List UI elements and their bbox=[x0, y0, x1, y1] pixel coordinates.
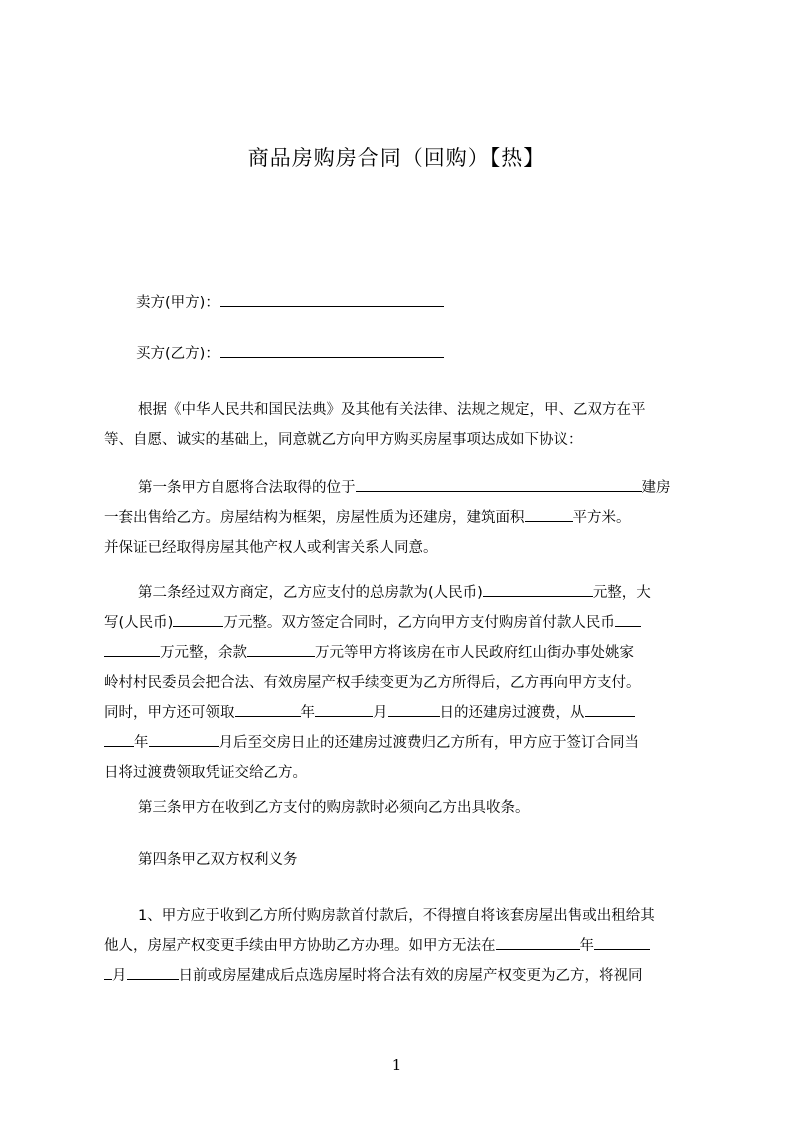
article-2 bbox=[104, 578, 716, 788]
article-2-text-n: 日将过渡费领取凭证交给乙方。 bbox=[104, 765, 307, 781]
clause-1-text-c: 年 bbox=[579, 938, 594, 954]
article-2-text-k: 日的还建房过渡费，从 bbox=[439, 705, 585, 721]
month-blank[interactable] bbox=[315, 702, 373, 717]
balance-blank[interactable] bbox=[247, 642, 315, 657]
article-2-text-a: 第二条经过双方商定，乙方应支付的总房款为(人民币) bbox=[138, 585, 483, 601]
from-blank-2[interactable] bbox=[104, 732, 134, 747]
from-month-blank[interactable] bbox=[149, 732, 219, 747]
clause-month-blank-2[interactable] bbox=[104, 965, 112, 980]
article-2-text-c: 写(人民币) bbox=[104, 615, 174, 631]
article-2-text-l: 年 bbox=[134, 735, 149, 751]
article-2-text-i: 年 bbox=[300, 705, 315, 721]
down-payment-blank-1[interactable] bbox=[615, 612, 641, 627]
from-blank-1[interactable] bbox=[585, 702, 635, 717]
seller-label: 卖方(甲方)： bbox=[136, 295, 220, 311]
preamble-line-1: 根据《中华人民共和国民法典》及其他有关法律、法规之规定，甲、乙双方在平 bbox=[138, 402, 646, 418]
area-blank[interactable] bbox=[525, 507, 573, 522]
page-number: 1 bbox=[391, 1056, 402, 1074]
article-3-text: 第三条甲方在收到乙方支付的购房款时必须向乙方出具收条。 bbox=[138, 800, 530, 816]
article-1-text-b: 建房 bbox=[641, 480, 671, 496]
article-2-text-g: 岭村村民委员会把合法、有效房屋产权手续变更为乙方所得后，乙方再向甲方支付。 bbox=[104, 675, 641, 691]
buyer-label: 买方(乙方)： bbox=[136, 346, 220, 362]
article-2-text-f: 万元等甲方将该房在市人民政府红山街办事处姚家 bbox=[315, 645, 634, 661]
buyer-blank[interactable] bbox=[220, 343, 444, 358]
clause-month-blank-1[interactable] bbox=[594, 935, 650, 950]
article-4 bbox=[104, 845, 716, 875]
buyer-line bbox=[136, 339, 636, 369]
article-2-text-b: 元整，大 bbox=[592, 585, 651, 601]
document-title: 商品房购房合同（回购）【热】 bbox=[247, 146, 546, 170]
article-2-text-e: 万元整，余款 bbox=[160, 645, 247, 661]
article-1-text-e: 并保证已经取得房屋其他产权人或利害关系人同意。 bbox=[104, 540, 438, 556]
clause-day-blank[interactable] bbox=[127, 965, 179, 980]
article-1 bbox=[104, 473, 716, 563]
article-2-text-j: 月 bbox=[373, 705, 388, 721]
total-price-words-blank[interactable] bbox=[173, 612, 223, 627]
article-2-text-h: 同时，甲方还可领取 bbox=[104, 705, 235, 721]
article-4-heading: 第四条甲乙双方权利义务 bbox=[138, 852, 298, 868]
article-1-text-c: 一套出售给乙方。房屋结构为框架，房屋性质为还建房，建筑面积 bbox=[104, 510, 525, 526]
clause-year-blank[interactable] bbox=[496, 935, 580, 950]
article-1-text-a: 第一条甲方自愿将合法取得的位于 bbox=[138, 480, 356, 496]
day-blank[interactable] bbox=[388, 702, 440, 717]
article-2-text-m: 月后至交房日止的还建房过渡费归乙方所有，甲方应于签订合同当 bbox=[218, 735, 639, 751]
article-2-text-d: 万元整。双方签定合同时，乙方向甲方支付购房首付款人民币 bbox=[223, 615, 615, 631]
seller-line bbox=[136, 288, 636, 318]
preamble bbox=[104, 395, 716, 455]
seller-blank[interactable] bbox=[220, 292, 444, 307]
clause-1 bbox=[104, 901, 716, 991]
total-price-blank[interactable] bbox=[483, 582, 593, 597]
clause-1-text-d: 月 bbox=[112, 968, 127, 984]
preamble-line-2: 等、自愿、诚实的基础上，同意就乙方向甲方购买房屋事项达成如下协议： bbox=[104, 432, 583, 448]
clause-1-text-e: 日前或房屋建成后点选房屋时将合法有效的房屋产权变更为乙方，将视同 bbox=[178, 968, 643, 984]
article-1-text-d: 平方米。 bbox=[572, 510, 631, 526]
clause-1-text-b: 他人，房屋产权变更手续由甲方协助乙方办理。如甲方无法在 bbox=[104, 938, 496, 954]
clause-1-text-a: 1、甲方应于收到乙方所付购房款首付款后，不得擅自将该套房屋出售或出租给其 bbox=[138, 908, 655, 924]
year-blank[interactable] bbox=[235, 702, 301, 717]
down-payment-blank-2[interactable] bbox=[104, 642, 160, 657]
article-3 bbox=[104, 793, 716, 823]
location-blank[interactable] bbox=[356, 477, 642, 492]
